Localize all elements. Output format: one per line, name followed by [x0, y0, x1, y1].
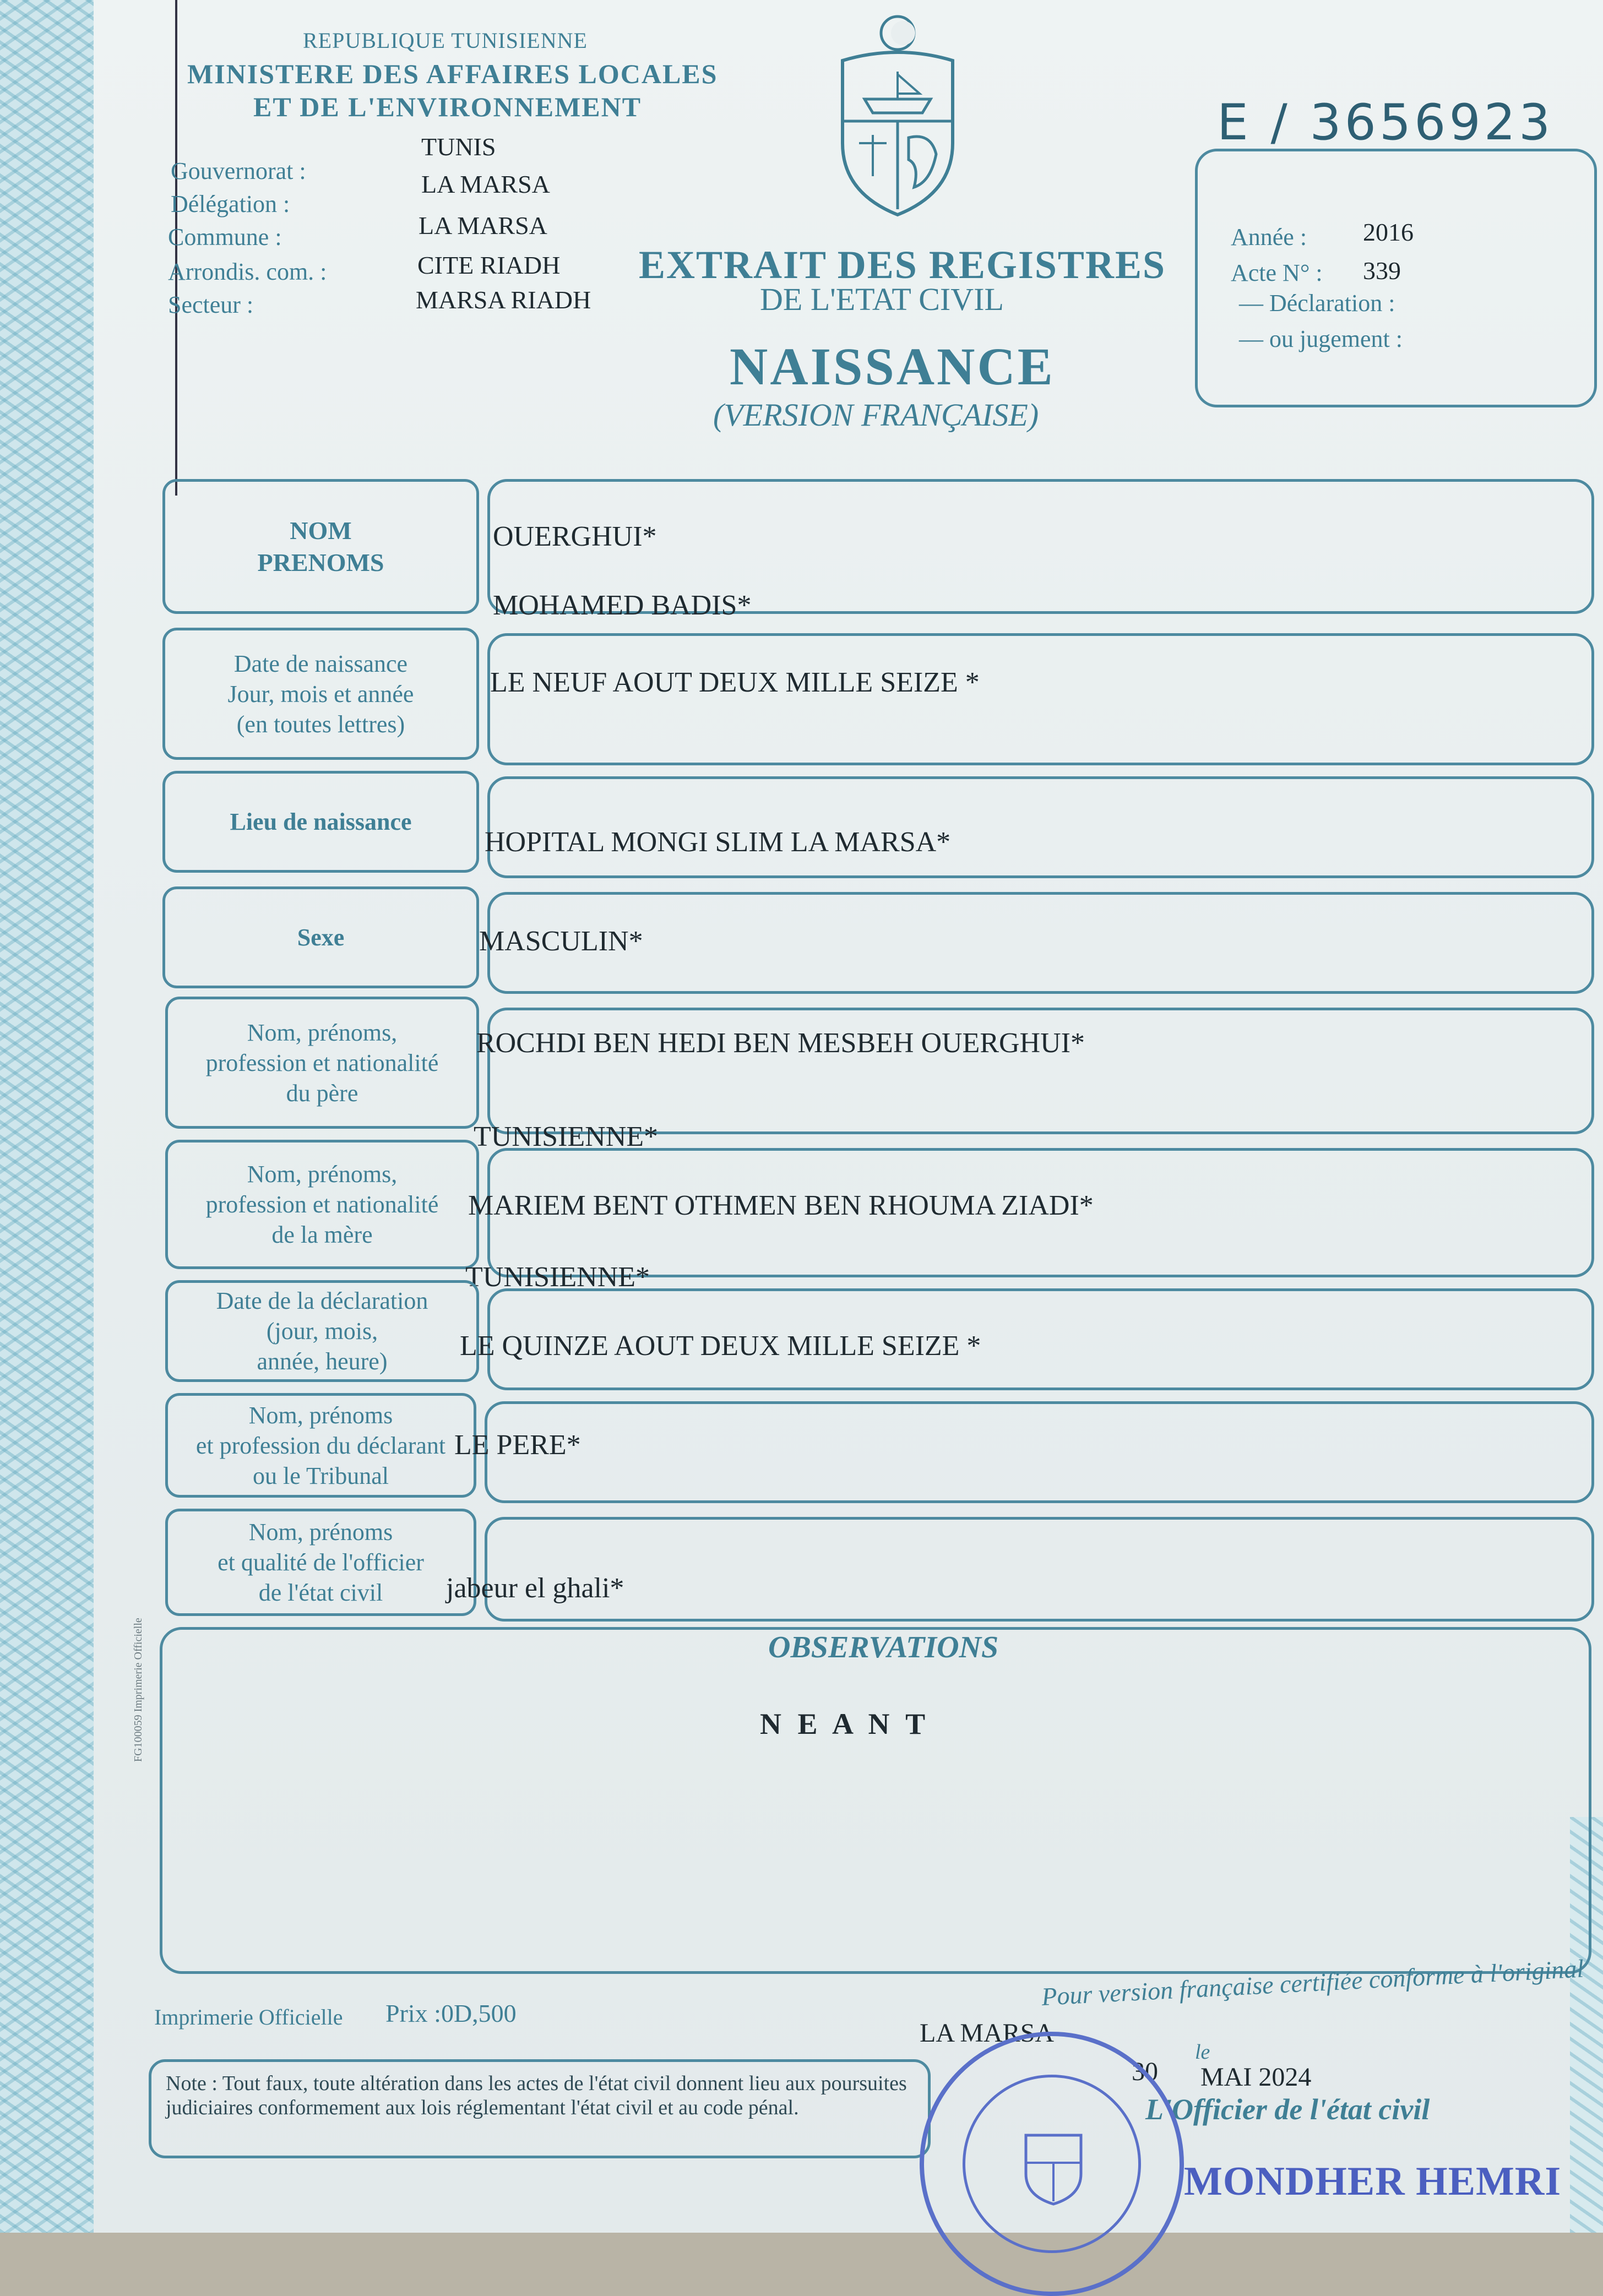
- value-lieu-naissance: HOPITAL MONGI SLIM LA MARSA*: [485, 826, 951, 858]
- security-border-left: [0, 0, 94, 2233]
- row-label-sexe: Sexe: [162, 886, 479, 988]
- row-label-nom-prenoms: NOM PRENOMS: [162, 479, 479, 614]
- value-date-declaration: LE QUINZE AOUT DEUX MILLE SEIZE *: [460, 1330, 981, 1362]
- le-label: le: [1195, 2041, 1210, 2064]
- field-label-arrondissement: Arrondis. com. :: [168, 258, 327, 285]
- row-label-lieu-naissance: Lieu de naissance: [162, 771, 479, 873]
- row-label-date-declaration: Date de la déclaration (jour, mois, année, heure): [165, 1280, 479, 1382]
- annee-value: 2016: [1363, 218, 1414, 246]
- row-value-box-declarant: [485, 1401, 1594, 1503]
- acte-label: Acte N° :: [1231, 259, 1323, 286]
- value-date-naissance: LE NEUF AOUT DEUX MILLE SEIZE *: [490, 667, 980, 698]
- document-reference-number: E / 3656923: [1217, 94, 1554, 151]
- value-sexe: MASCULIN*: [479, 926, 643, 957]
- field-value-tunis: TUNIS: [421, 133, 496, 161]
- annee-label: Année :: [1231, 224, 1307, 251]
- value-mere-nationalite: TUNISIENNE*: [465, 1261, 650, 1293]
- stamp-emblem-icon: [1018, 2124, 1089, 2207]
- title-etat-civil: DE L'ETAT CIVIL: [760, 281, 1004, 317]
- observations-title: OBSERVATIONS: [768, 1630, 999, 1664]
- value-pere-nom: ROCHDI BEN HEDI BEN MESBEH OUERGHUI*: [476, 1027, 1085, 1059]
- row-label-pere: Nom, prénoms, profession et nationalité du père: [165, 997, 479, 1129]
- date-month-year: MAI 2024: [1200, 2063, 1312, 2092]
- field-value-arrondissement: CITE RIADH: [417, 251, 561, 279]
- title-extrait: EXTRAIT DES REGISTRES: [639, 243, 1166, 287]
- legal-note: Note : Tout faux, toute altération dans les actes de l'état civil donnent lieu aux poursuites judiciaires conformement aux lois réglementant l'état civil et au code pénal.: [149, 2059, 931, 2158]
- value-officier: jabeur el ghali*: [446, 1573, 624, 1604]
- republic-header: REPUBLIQUE TUNISIENNE: [303, 28, 588, 53]
- field-label-commune: Commune :: [168, 224, 282, 251]
- date-day: 30: [1132, 2057, 1158, 2086]
- jugement-label: — ou jugement :: [1239, 325, 1403, 352]
- tunisian-coat-of-arms-icon: [826, 11, 969, 220]
- row-value-box-date-naissance: [487, 633, 1594, 765]
- row-value-box-sexe: [487, 892, 1594, 994]
- acte-value: 339: [1363, 257, 1401, 285]
- field-value-secteur: MARSA RIADH: [416, 286, 591, 314]
- officer-title: L'Officier de l'état civil: [1145, 2093, 1430, 2126]
- field-label-secteur: Secteur :: [168, 291, 254, 318]
- row-label-officier: Nom, prénoms et qualité de l'officier de l'état civil: [165, 1509, 476, 1616]
- value-prenoms: MOHAMED BADIS*: [493, 590, 752, 621]
- certified-conforme: Pour version française certifiée conforme à l'original: [1041, 1954, 1585, 2011]
- value-declarant: LE PERE*: [454, 1429, 581, 1461]
- officer-signature-stamp: MONDHER HEMRI: [1184, 2159, 1562, 2204]
- ministry-line-1: MINISTERE DES AFFAIRES LOCALES: [187, 58, 718, 89]
- row-label-mere: Nom, prénoms, profession et nationalité de la mère: [165, 1140, 479, 1269]
- price: Prix :0D,500: [385, 1999, 517, 2027]
- row-label-declarant: Nom, prénoms et profession du déclarant ou le Tribunal: [165, 1393, 476, 1498]
- observations-text: N E A N T: [760, 1707, 930, 1740]
- value-mere-nom: MARIEM BENT OTHMEN BEN RHOUMA ZIADI*: [468, 1190, 1094, 1221]
- row-label-date-naissance: Date de naissance Jour, mois et année (en toutes lettres): [162, 628, 479, 760]
- title-version: (VERSION FRANÇAISE): [713, 397, 1039, 433]
- form-code: FG100059 Imprimerie Officielle: [132, 1618, 144, 1762]
- field-value-gouvernorat: LA MARSA: [421, 170, 550, 198]
- ministry-line-2: ET DE L'ENVIRONNEMENT: [253, 91, 642, 122]
- declaration-label: — Déclaration :: [1239, 290, 1395, 317]
- field-label-gouvernorat: Gouvernorat :: [171, 157, 306, 184]
- title-naissance: NAISSANCE: [730, 337, 1055, 396]
- place: LA MARSA: [920, 2018, 1055, 2048]
- field-value-commune: LA MARSA: [419, 211, 547, 240]
- row-value-box-officier: [485, 1517, 1594, 1622]
- value-nom: OUERGHUI*: [493, 521, 657, 552]
- printer-name: Imprimerie Officielle: [154, 2005, 343, 2030]
- value-pere-nationalite: TUNISIENNE*: [474, 1121, 659, 1152]
- official-stamp-icon: [920, 2032, 1184, 2296]
- observations-box: [160, 1627, 1591, 1974]
- field-label-delegation: Délégation :: [171, 191, 290, 217]
- acte-info-box: [1195, 149, 1597, 407]
